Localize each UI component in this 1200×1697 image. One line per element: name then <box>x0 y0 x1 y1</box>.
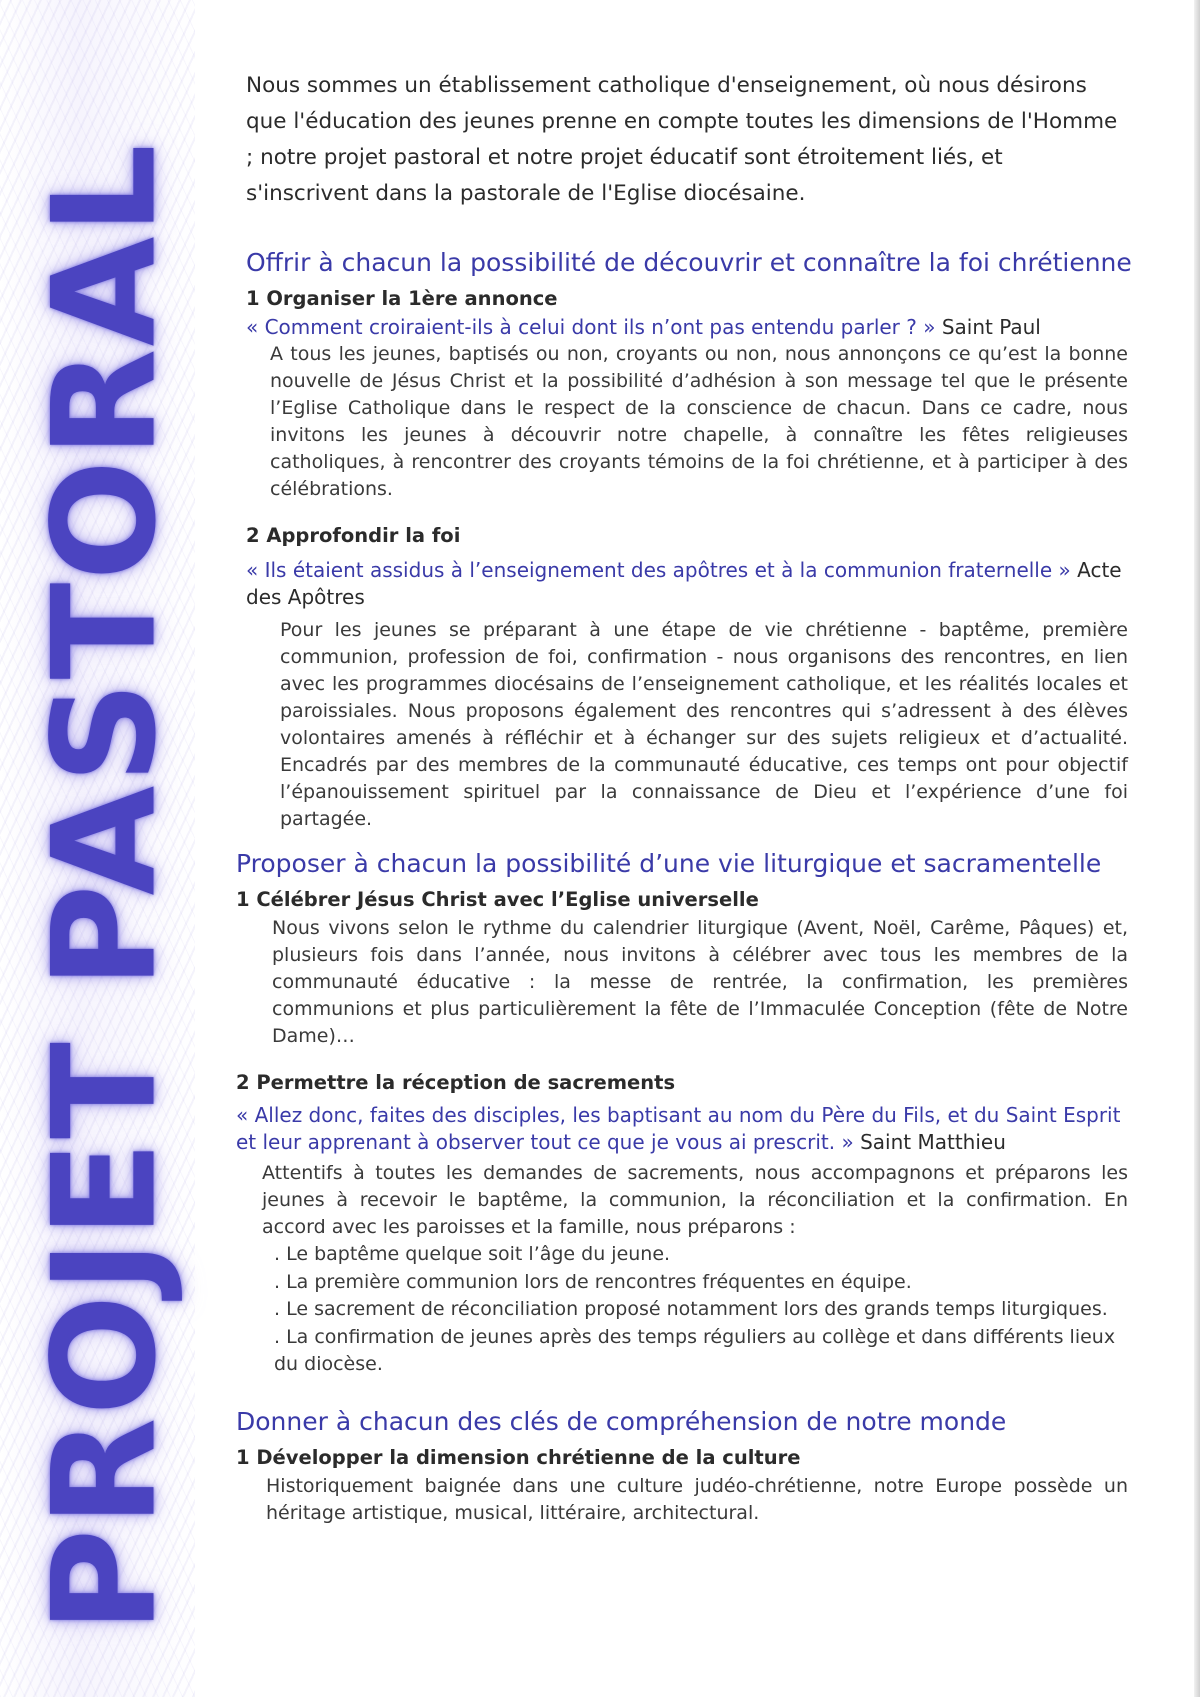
subsection-heading: 1 Organiser la 1ère annonce <box>246 287 558 310</box>
subsection-text: Attentifs à toutes les demandes de sacrements, nous accompagnons et préparons les jeunes à recevoir le baptême, la communion, la réconciliation et la confirmation. En accord avec les paroisses et la famille, nous préparons : <box>262 1162 1128 1238</box>
quote-text: « Comment croiraient-ils à celui dont ils n’ont pas entendu parler ? » <box>246 315 936 339</box>
bible-quote <box>246 314 1128 341</box>
subsection-text: Nous vivons selon le rythme du calendrier liturgique (Avent, Noël, Carême, Pâques) et, plusieurs fois dans l’année, nous invitons à célébrer avec tous les membres de la communauté éducative : la messe de rentrée, la confirmation, les premières communions et plus particulièrement la fête de l’Immaculée Conception (fête de Notre Dame)… <box>272 917 1128 1047</box>
section-decouvrir-foi <box>246 246 1132 833</box>
section-title: Proposer à chacun la possibilité d’une vie liturgique et sacramentelle <box>236 849 1102 878</box>
list-item: . Le baptême quelque soit l’âge du jeune. <box>262 1241 1128 1269</box>
section-title: Offrir à chacun la possibilité de découvrir et connaître la foi chrétienne <box>246 248 1132 277</box>
side-title: PROJET PASTORAL <box>22 142 188 1633</box>
quote-source: Saint Matthieu <box>860 1130 1006 1154</box>
subsection-text: A tous les jeunes, baptisés ou non, croyants ou non, nous annonçons ce qu’est la bonne nouvelle de Jésus Christ et la possibilité d’adhésion à son message tel que le présente l’Eglise Catholique dans le respect de la conscience de chacun. Dans ce cadre, nous invitons les jeunes à découvrir notre chapelle, à connaître les fêtes religieuses catholiques, à rencontrer des croyants témoins de la foi chrétienne, et à participer à des célébrations. <box>270 343 1128 500</box>
bible-quote <box>236 1102 1128 1156</box>
quote-source: Saint Paul <box>941 315 1041 339</box>
quote-text: « Ils étaient assidus à l’enseignement des apôtres et à la communion fraternelle » <box>246 558 1071 582</box>
section-vie-liturgique <box>236 847 1128 1379</box>
page-edge-shadow <box>1194 0 1200 1697</box>
section-title: Donner à chacun des clés de compréhension de notre monde <box>236 1406 1007 1436</box>
sacrements-list <box>262 1241 1128 1379</box>
document-body <box>228 68 1132 1527</box>
list-item: . Le sacrement de réconciliation proposé notamment lors des grands temps liturgiques. <box>262 1296 1128 1324</box>
bible-quote <box>246 557 1128 611</box>
side-band <box>0 0 195 1697</box>
subsection-heading: 2 Approfondir la foi <box>246 524 461 547</box>
quote-source: Acte des Apôtres <box>246 558 1122 609</box>
list-item: . La confirmation de jeunes après des temps réguliers au collège et dans différents lieux du diocèse. <box>262 1324 1128 1379</box>
list-item: . La première communion lors de rencontres fréquentes en équipe. <box>262 1269 1128 1297</box>
subsection-heading: 1 Célébrer Jésus Christ avec l’Eglise universelle <box>236 888 759 911</box>
subsection-heading: 1 Développer la dimension chrétienne de la culture <box>236 1445 801 1469</box>
intro-paragraph: Nous sommes un établissement catholique d'enseignement, où nous désirons que l'éducation des jeunes prenne en compte toutes les dimensions de l'Homme ; notre projet pastoral et notre projet éducatif sont étroitement liés, et s'inscrivent dans la pastorale de l'Eglise diocésaine. <box>246 73 1118 206</box>
subsection-text: Historiquement baignée dans une culture judéo-chrétienne, notre Europe possède un héritage artistique, musical, littéraire, architectural. <box>266 1474 1128 1524</box>
sacrements-block <box>262 1160 1128 1379</box>
quote-text: « Allez donc, faites des disciples, les baptisant au nom du Père du Fils, et du Saint Esprit et leur apprenant à observer tout ce que je vous ai prescrit. » <box>236 1103 1121 1154</box>
subsection-text: Pour les jeunes se préparant à une étape de vie chrétienne - baptême, première communion, profession de foi, confirmation - nous organisons des rencontres, en lien avec les programmes diocésains de l’enseignement catholique, et les réalités locales et paroissiales. Nous proposons également des rencontres qui s’adressent à des élèves volontaires amenés à réfléchir et à échanger sur des sujets religieux et d’actualité. Encadrés par des membres de la communauté éducative, ces temps ont pour objectif l’épanouissement spirituel par la connaissance de Dieu et l’expérience d’une foi partagée. <box>280 619 1128 830</box>
section-comprehension-monde <box>236 1405 1128 1527</box>
subsection-heading: 2 Permettre la réception de sacrements <box>236 1071 676 1094</box>
